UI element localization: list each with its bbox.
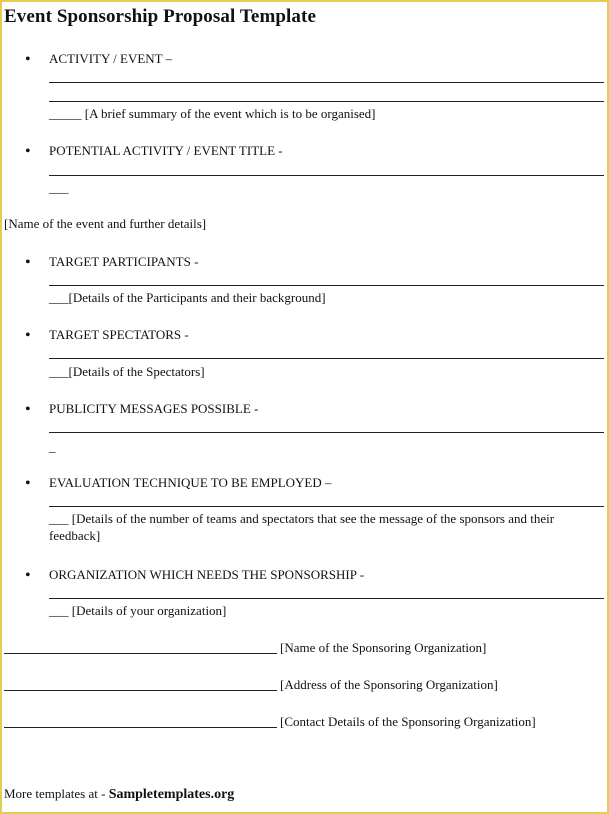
section-participants-hint: ___[Details of the Participants and their background] <box>49 290 326 305</box>
section-title-label: POTENTIAL ACTIVITY / EVENT TITLE - <box>49 143 283 158</box>
fill-line <box>49 82 604 83</box>
sponsor-contact-field: [Contact Details of the Sponsoring Organization] <box>280 714 536 729</box>
section-publicity-hint: _ <box>49 439 56 454</box>
section-title-note: [Name of the event and further details] <box>4 216 207 231</box>
section-organization-label: ORGANIZATION WHICH NEEDS THE SPONSORSHIP - <box>49 567 365 582</box>
fill-line <box>49 358 604 359</box>
bullet-icon: • <box>25 401 31 418</box>
bullet-icon: • <box>25 475 31 492</box>
footer-site-link[interactable]: Sampletemplates.org <box>108 787 235 802</box>
section-publicity-label: PUBLICITY MESSAGES POSSIBLE - <box>49 401 259 416</box>
section-evaluation-hint: ___ [Details of the number of teams and spectators that see the message of the sponsors and their feedback] <box>49 511 555 543</box>
sponsor-address-field: [Address of the Sponsoring Organization] <box>280 677 498 692</box>
section-spectators-label: TARGET SPECTATORS - <box>49 327 189 342</box>
document-title: Event Sponsorship Proposal Template <box>4 6 316 27</box>
section-title-hint: ___ <box>49 180 69 195</box>
section-organization-hint: ___ [Details of your organization] <box>49 603 227 618</box>
bullet-icon: • <box>25 327 31 344</box>
section-evaluation-label: EVALUATION TECHNIQUE TO BE EMPLOYED – <box>49 475 332 490</box>
sponsor-name-field: [Name of the Sponsoring Organization] <box>280 640 487 655</box>
bullet-icon: • <box>25 143 31 160</box>
section-activity-label: ACTIVITY / EVENT – <box>49 51 173 66</box>
fill-line <box>49 598 604 599</box>
fill-line <box>49 506 604 507</box>
signature-line <box>4 690 277 691</box>
fill-line <box>49 101 604 102</box>
section-activity-hint: _____ [A brief summary of the event which is to be organised] <box>49 106 376 121</box>
section-spectators-hint: ___[Details of the Spectators] <box>49 364 205 379</box>
fill-line <box>49 285 604 286</box>
footer <box>4 786 234 803</box>
bullet-icon: • <box>25 254 31 271</box>
bullet-icon: • <box>25 567 31 584</box>
footer-prefix: More templates at - <box>4 786 106 801</box>
fill-line <box>49 432 604 433</box>
signature-line <box>4 727 277 728</box>
signature-line <box>4 653 277 654</box>
fill-line <box>49 175 604 176</box>
bullet-icon: • <box>25 51 31 68</box>
section-participants-label: TARGET PARTICIPANTS - <box>49 254 199 269</box>
